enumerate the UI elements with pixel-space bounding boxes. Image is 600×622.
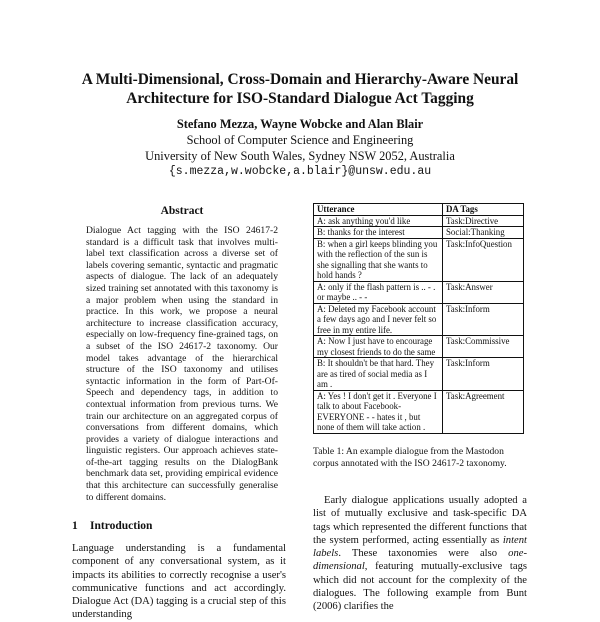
affiliation-school: School of Computer Science and Engineering bbox=[186, 133, 414, 147]
utterance-cell: A: Now I just have to encourage my closest friends to do the same bbox=[314, 336, 443, 358]
table-row bbox=[314, 390, 524, 433]
author-block bbox=[0, 116, 600, 180]
tag-cell: Task:Inform bbox=[443, 358, 524, 391]
text-part-3: , featuring mutually-exclusive tags which did not account for the complexity of the dialogues. The following example from Bunt (2006) clarifies the bbox=[313, 561, 527, 613]
table-row bbox=[314, 238, 524, 281]
tag-cell: Task:Directive bbox=[443, 215, 524, 227]
author-emails: {s.mezza,w.wobcke,a.blair}@unsw.edu.au bbox=[168, 165, 432, 178]
table-row bbox=[314, 227, 524, 239]
dialogue-table bbox=[313, 203, 524, 434]
table-row bbox=[314, 215, 524, 227]
table-row bbox=[314, 281, 524, 303]
author-names: Stefano Mezza, Wayne Wobcke and Alan Blair bbox=[176, 117, 424, 131]
affiliation-university: University of New South Wales, Sydney NSW 2052, Australia bbox=[145, 149, 455, 163]
tag-cell: Task:InfoQuestion bbox=[443, 238, 524, 281]
table-row bbox=[314, 303, 524, 336]
utterance-cell: A: Yes ! I don't get it . Everyone I talk to about Facebook- EVERYONE - - hates it , but none of them will take action . bbox=[314, 390, 443, 433]
table-row bbox=[314, 358, 524, 391]
header-da-tags: DA Tags bbox=[443, 204, 524, 216]
section-number: 1 bbox=[72, 520, 78, 532]
table-row bbox=[314, 336, 524, 358]
emphasis-one-dimensional: one-dimensional bbox=[313, 548, 527, 573]
introduction-text: Language understanding is a fundamental component of any conversational system, as it impacts its abilities to correctly recognise a user's communicative functions and act accordingly. Dialogue Act (DA) tagging is a crucial step of this understanding bbox=[72, 543, 286, 621]
utterance-cell: B: thanks for the interest bbox=[314, 227, 443, 239]
tag-cell: Task:Agreement bbox=[443, 390, 524, 433]
table-header-row bbox=[314, 204, 524, 216]
right-column-text bbox=[313, 494, 527, 614]
text-part-2: . These taxonomies were also bbox=[338, 548, 509, 560]
abstract-heading: Abstract bbox=[160, 205, 204, 217]
section-title: Introduction bbox=[90, 520, 153, 532]
utterance-cell: B: when a girl keeps blinding you with the reflection of the sun is she signalling that she wants to hold hands ? bbox=[314, 238, 443, 281]
tag-cell: Social:Thanking bbox=[443, 227, 524, 239]
paragraph-early-dialogue bbox=[313, 494, 527, 614]
paper-title bbox=[0, 70, 600, 108]
utterance-cell: A: only if the flash pattern is .. - . or maybe .. - - bbox=[314, 281, 443, 303]
utterance-cell: A: Deleted my Facebook account a few days ago and I never felt so free in my entire life. bbox=[314, 303, 443, 336]
tag-cell: Task:Commissive bbox=[443, 336, 524, 358]
text-part-1: Early dialogue applications usually adopted a list of mutually exclusive and task-specific DA tags which represented the different functions that the system performed, acting essentially as bbox=[313, 495, 527, 546]
tag-cell: Task:Answer bbox=[443, 281, 524, 303]
title-line-2: Architecture for ISO-Standard Dialogue Act Tagging bbox=[126, 90, 474, 107]
abstract-text: Dialogue Act tagging with the ISO 24617-2 standard is a difficult task that involves multi-label text classification across a diverse set of labels covering semantic, syntactic and pragmatic aspects of dialogue. The lack of an adequately sized training set annotated with this taxonomy is a major problem when using the standard in practice. In this work, we propose a neural architecture to increase classification accuracy, especially on low-frequency fine-grained tags, on a subset of the ISO 24617-2 taxonomy. Our model takes advantage of the hierarchical structure of the ISO taxonomy and utilises syntactic information in the form of Part-Of-Speech and dependency tags, in addition to contextual information from previous turns. We train our architecture on an aggregated corpus of conversations from different domains, which provides a variety of dialogue interactions and linguistic registers. Our approach achieves state-of-the-art tagging results on the DialogBank benchmark data set, providing empirical evidence that this architecture can successfully generalise to different domains. bbox=[86, 225, 278, 503]
table-caption: Table 1: An example dialogue from the Mastodon corpus annotated with the ISO 24617-2 taxonomy. bbox=[313, 446, 507, 469]
section-heading-introduction bbox=[72, 520, 152, 532]
emphasis-intent-labels: intent labels bbox=[313, 534, 527, 560]
tag-cell: Task:Inform bbox=[443, 303, 524, 336]
utterance-cell: A: ask anything you'd like bbox=[314, 215, 443, 227]
utterance-cell: B: It shouldn't be that hard. They are as tired of social media as I am . bbox=[314, 358, 443, 391]
header-utterance: Utterance bbox=[314, 204, 443, 216]
title-line-1: A Multi-Dimensional, Cross-Domain and Hierarchy-Aware Neural bbox=[81, 71, 519, 88]
